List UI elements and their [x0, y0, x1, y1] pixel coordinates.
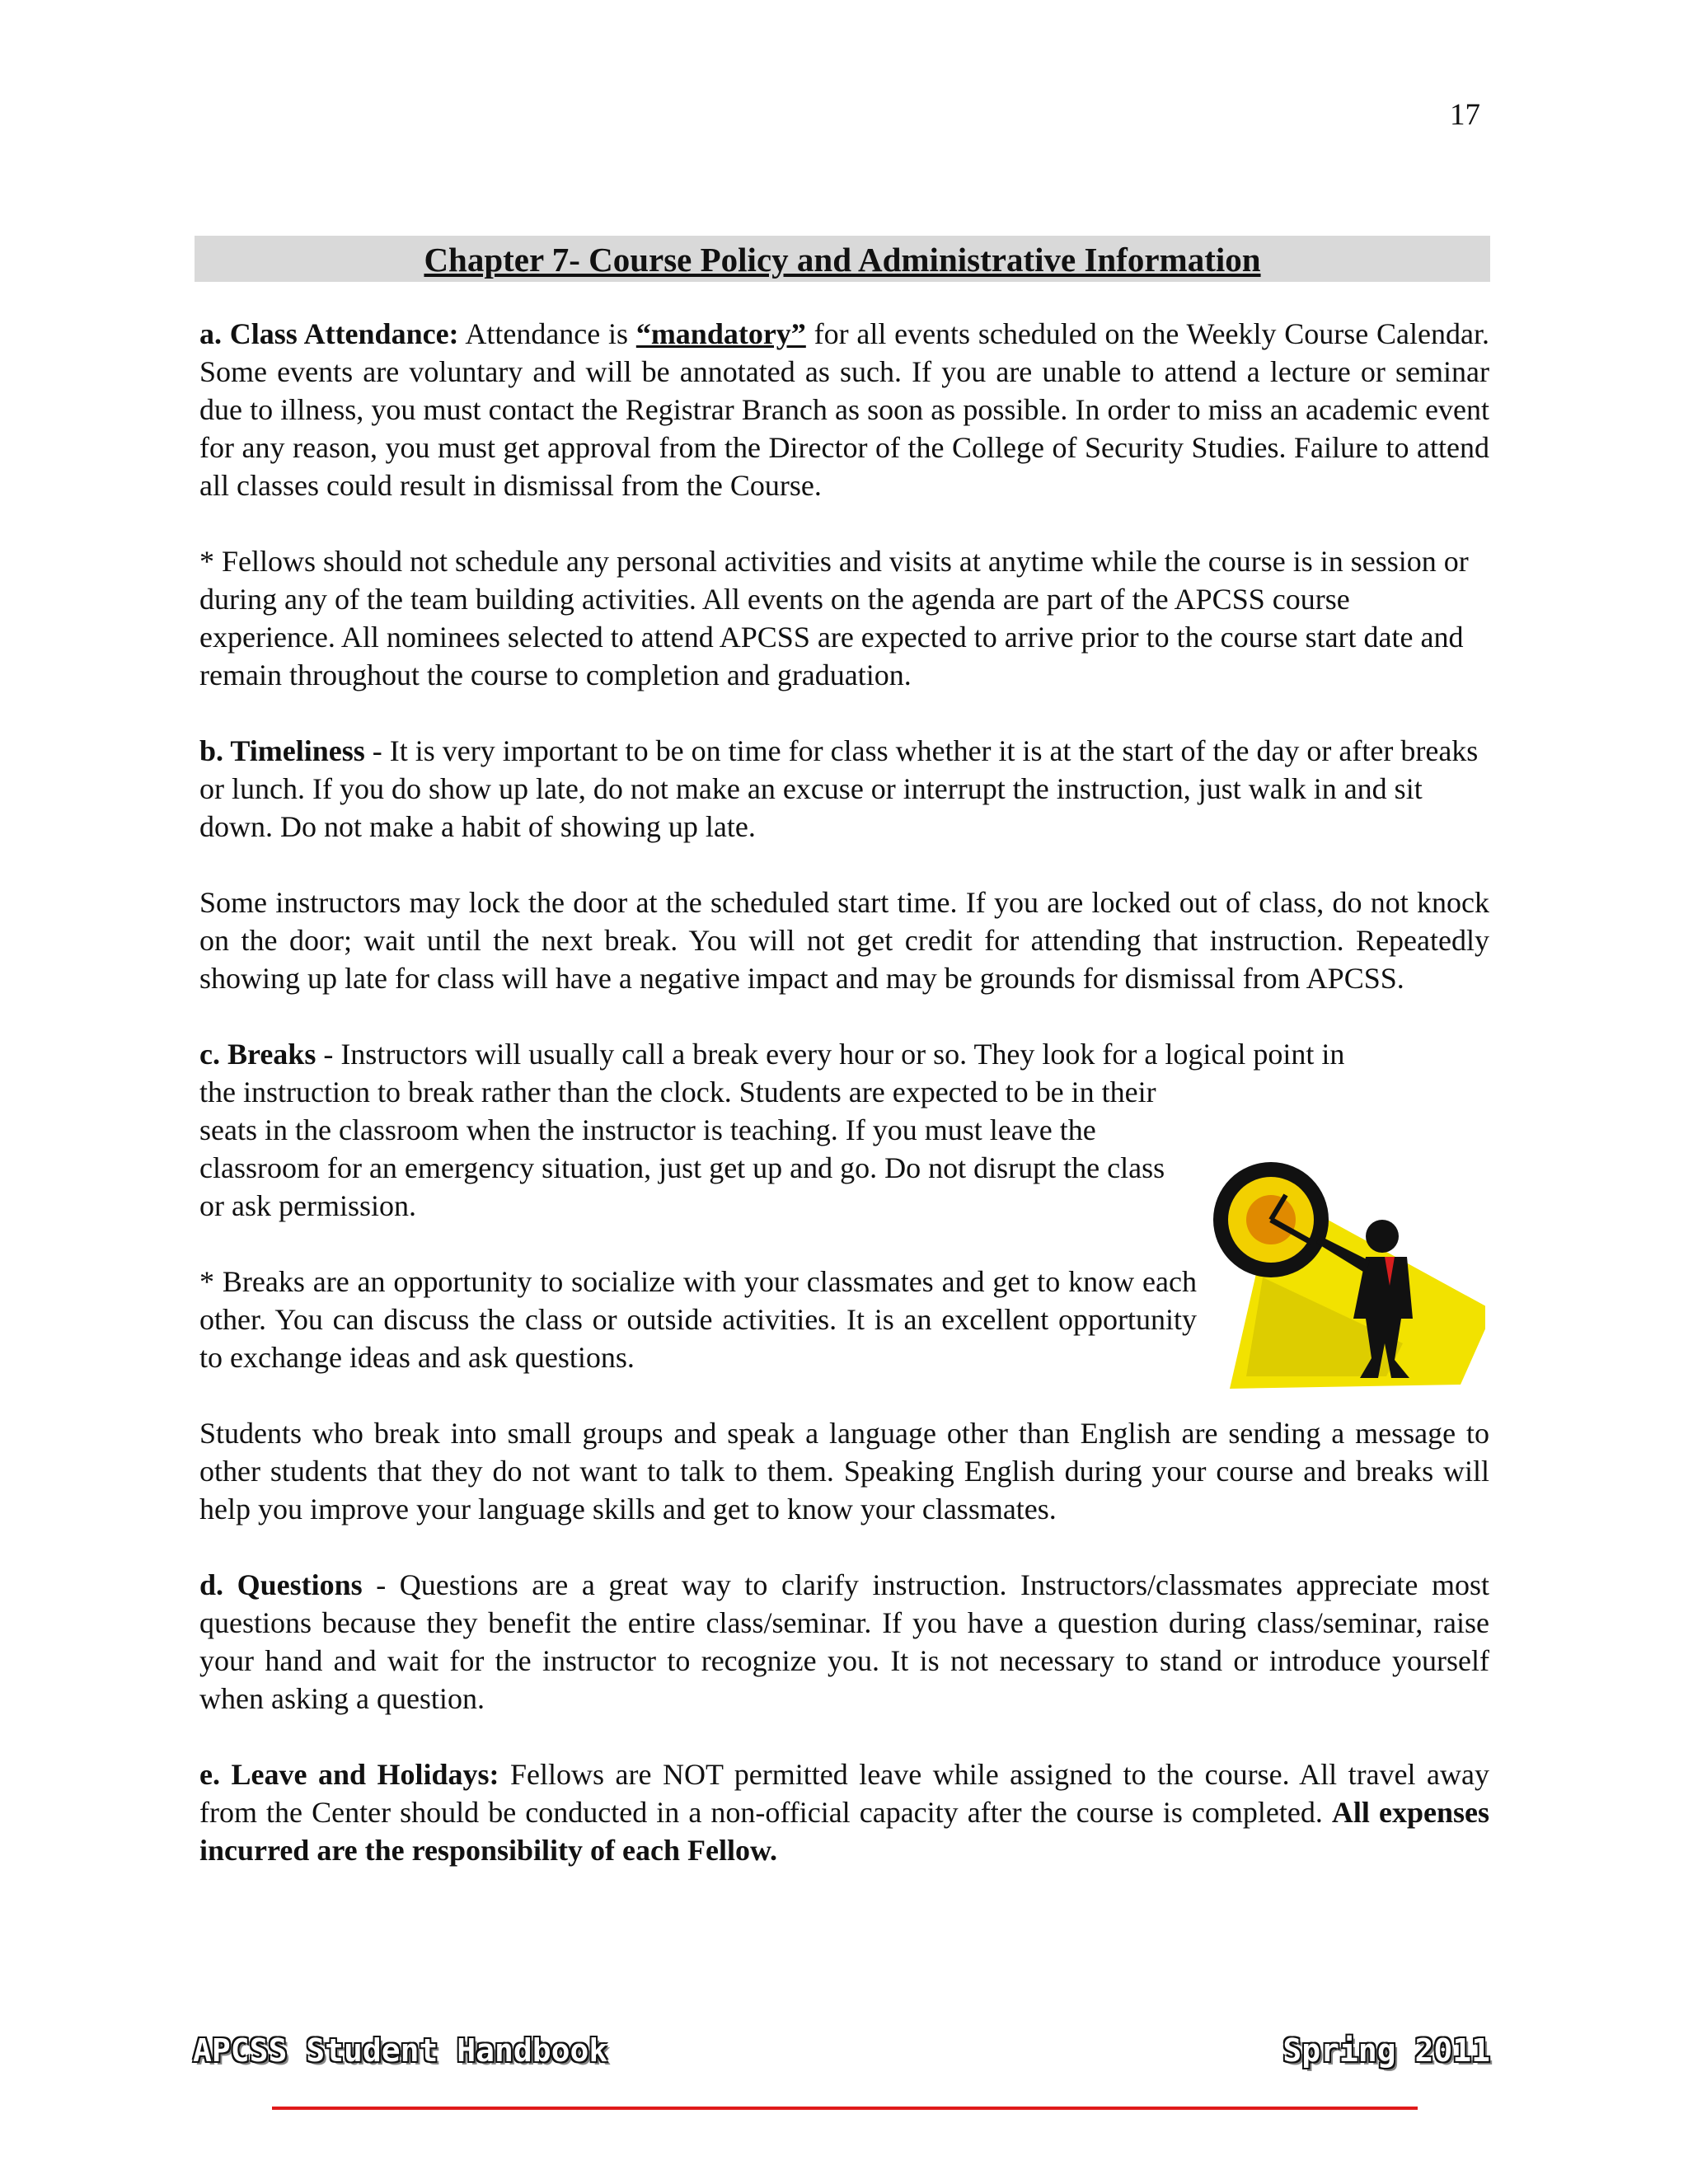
- chapter-title: Chapter 7- Course Policy and Administrative Information: [424, 241, 1261, 279]
- leave-paragraph: [199, 1755, 1489, 1869]
- questions-paragraph: [199, 1566, 1489, 1718]
- breaks-first-line: - Instructors will usually call a break every hour or so. They look for a logical point in: [316, 1038, 1345, 1071]
- breaks-text: the instruction to break rather than the clock. Students are expected to be in their seats in the classroom when the instructor is teaching. If you must leave the classroom for an emergency situation, just get up and go. Do not disrupt the class or ask permission.: [199, 1076, 1165, 1222]
- language-paragraph: Students who break into small groups and speak a language other than English are sending a message to other students that they do not want to talk to them. Speaking English during your course and breaks will help you improve your language skills and get to know your classmates.: [199, 1417, 1489, 1526]
- leave-text: Fellows are NOT permitted leave while assigned to the course. All travel away from the Center should be conducted in a non-official capacity after the course is completed.: [199, 1758, 1490, 1829]
- attendance-text-after: for all events scheduled on the Weekly Course Calendar. Some events are voluntary and will be annotated as such. If you are unable to attend a lecture or seminar due to illness, you must contact the Registrar Branch as soon as possible. In order to miss an academic event for any reason, you must get approval from the Director of the College of Security Studies. Failure to attend all classes could result in dismissal from the Course.: [199, 317, 1489, 502]
- attendance-heading: a. Class Attendance:: [199, 317, 459, 350]
- questions-heading: d. Questions: [199, 1568, 363, 1601]
- leave-heading: e. Leave and Holidays:: [199, 1758, 499, 1791]
- man-head: [1366, 1220, 1399, 1253]
- footer-handbook-title: APCSS Student Handbook: [193, 2032, 608, 2069]
- timeliness-heading: b. Timeliness: [199, 734, 365, 767]
- attendance-note: * Fellows should not schedule any personal activities and visits at anytime while the course is in session or during any of the team building activities. All events on the agenda are part of the APCSS course experience. All nominees selected to attend APCSS are expected to arrive prior to the course start date and remain throughout the course to completion and graduation.: [199, 545, 1469, 691]
- footer-rule: [272, 2107, 1418, 2110]
- page-number: 17: [1450, 98, 1480, 132]
- mandatory-emphasis: “mandatory”: [635, 317, 806, 350]
- document-body: [199, 315, 1489, 1907]
- attendance-text-before: Attendance is: [458, 317, 636, 350]
- timeliness-text: - It is very important to be on time for class whether it is at the start of the day or after breaks or lunch. If you do show up late, do not make an excuse or interrupt the instruction, just walk in and sit down. Do not make a habit of showing up late.: [199, 734, 1479, 843]
- clock-man-clipart: [1197, 1154, 1485, 1393]
- timeliness-paragraph: [199, 732, 1489, 846]
- breaks-note: * Breaks are an opportunity to socialize with your classmates and get to know each other. You can discuss the class or outside activities. It is an excellent opportunity to exchange ideas and ask questions.: [199, 1265, 1197, 1374]
- questions-text: - Questions are a great way to clarify instruction. Instructors/classmates appreciate most questions because they benefit the entire class/seminar. If you have a question during class/seminar, raise your hand and wait for the instructor to recognize you. It is not necessary to stand or introduce yourself when asking a question.: [199, 1568, 1489, 1715]
- lockout-paragraph: Some instructors may lock the door at the scheduled start time. If you are locked out of class, do not knock on the door; wait until the next break. You will not get credit for attending that instruction. Repeatedly showing up late for class will have a negative impact and may be grounds for dismissal from APCSS.: [199, 886, 1489, 995]
- attendance-paragraph: [199, 315, 1489, 504]
- breaks-heading: c. Breaks: [199, 1038, 316, 1071]
- leave-bold-text: All expenses incurred are the responsibility of each Fellow.: [199, 1796, 1489, 1867]
- footer-term: Spring 2011: [1282, 2032, 1490, 2069]
- chapter-title-bar: [195, 236, 1490, 282]
